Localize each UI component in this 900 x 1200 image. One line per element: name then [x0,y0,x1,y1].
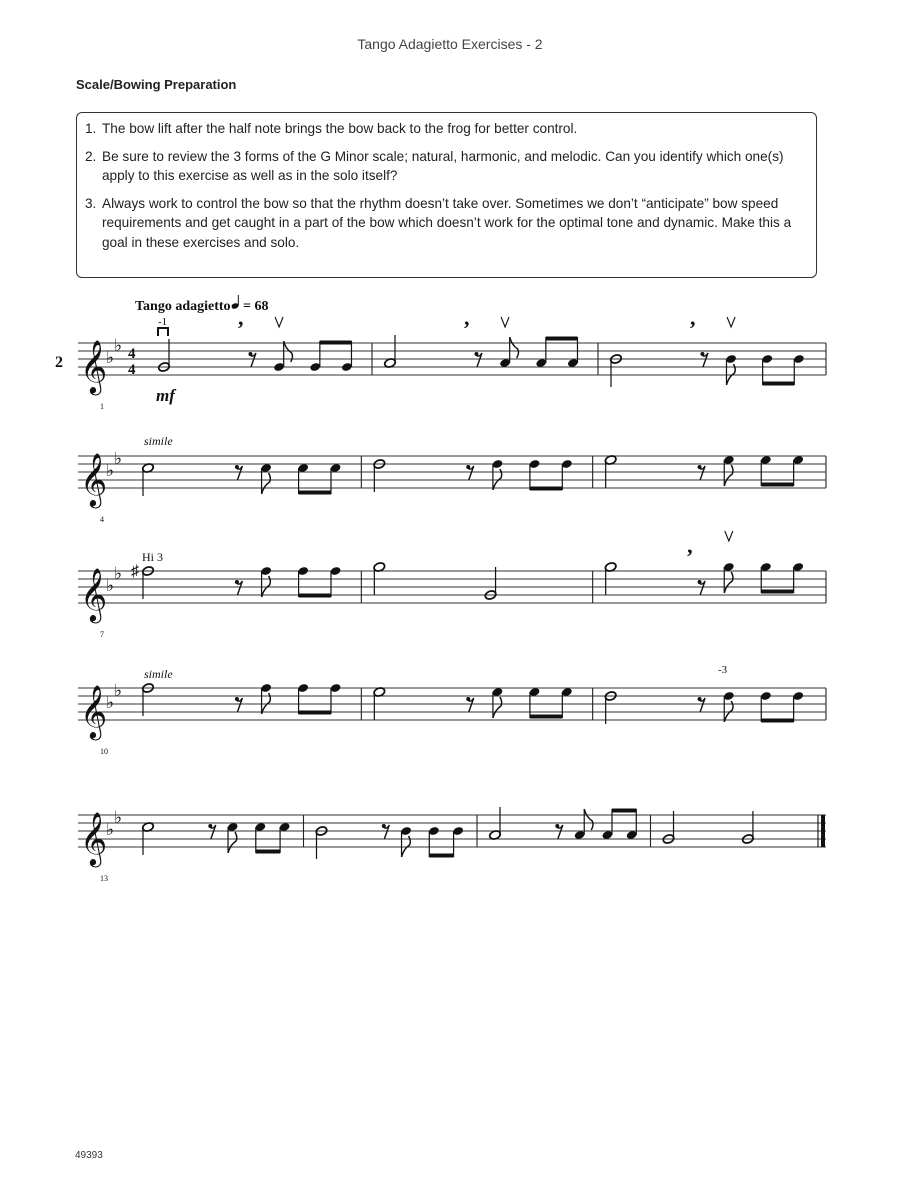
flat-accidental: ♭ [114,808,123,827]
eighth-rest-dot [474,352,478,356]
eighth-flag [262,473,271,494]
eighth-rest-dot [248,352,252,356]
eighth-flag [228,832,237,853]
simile-marking: simile [144,434,173,448]
eighth-flag [724,572,733,593]
dynamic-marking: mf [156,386,175,405]
breath-mark: , [237,305,244,330]
measure-number: 13 [100,874,108,883]
eighth-flag [493,697,502,718]
treble-clef-icon: 𝄞 [80,454,108,505]
measure-number: 7 [100,630,104,639]
down-bow-mark [158,328,168,336]
up-bow-mark [725,531,733,541]
breath-mark: , [689,305,696,330]
instruction-item [85,147,806,186]
instruction-text: Be sure to review the 3 forms of the G Minor scale; natural, harmonic, and melodic. Can you identify which one(s) apply to this exercise as well as in the solo itself? [102,148,784,183]
eighth-rest-dot [698,697,702,701]
treble-clef-icon: 𝄞 [80,813,108,864]
eighth-rest-dot [698,465,702,469]
measure-number: 1 [100,402,104,411]
sharp-accidental: ♯ [131,563,139,580]
treble-clef-icon: 𝄞 [80,686,108,737]
flat-accidental: ♭ [106,576,115,595]
eighth-flag [724,465,733,486]
instruction-item [85,194,806,253]
eighth-flag [510,337,519,358]
flat-accidental: ♭ [114,564,123,583]
breath-mark: , [463,305,470,330]
eighth-rest-dot [555,824,559,828]
eighth-flag [584,809,593,830]
fingering-marking: -1 [158,316,168,328]
eighth-rest-dot [700,352,704,356]
staff-system [78,571,826,603]
sheet-music [0,290,900,890]
eighth-rest-dot [382,824,386,828]
publication-code: 49393 [75,1150,103,1161]
fingering-marking: -3 [718,664,728,676]
instruction-item [85,119,806,139]
eighth-rest-dot [235,697,239,701]
exercise-number: 2 [55,354,63,371]
instruction-number: 1. [85,121,97,136]
up-bow-mark [275,317,283,327]
flat-accidental: ♭ [114,681,123,700]
up-bow-mark [727,317,735,327]
eighth-rest-dot [235,580,239,584]
measure-number: 4 [100,515,104,524]
treble-clef-icon: 𝄞 [80,569,108,620]
page-header: Tango Adagietto Exercises - 2 [357,36,543,52]
flat-accidental: ♭ [106,693,115,712]
flat-accidental: ♭ [114,336,123,355]
eighth-rest-dot [235,465,239,469]
staff-system [78,456,826,488]
staff-system [78,688,826,720]
treble-clef-icon: 𝄞 [80,341,108,392]
flat-accidental: ♭ [106,348,115,367]
music-score [0,290,900,895]
time-signature-bottom: 4 [128,362,136,378]
tempo-value: = 68 [243,299,269,314]
instruction-text: The bow lift after the half note brings the bow back to the frog for better control. [102,121,578,136]
section-title: Scale/Bowing Preparation [76,77,237,92]
tempo-text: Tango adagietto [135,299,231,314]
fingering-marking: Hi 3 [142,550,163,564]
breath-mark: , [687,533,693,558]
instructions-box [76,112,817,278]
staff-system [78,815,826,847]
simile-marking: simile [144,667,173,681]
eighth-rest-dot [466,465,470,469]
eighth-rest-dot [208,824,212,828]
up-bow-mark [501,317,509,327]
instruction-text: Always work to control the bow so that the rhythm doesn’t take over. Sometimes we don’t “anticipate” bow speed requirements and get caught in a part of the bow which doesn’t work for the optimal tone and dynamic. Make this a goal in these exercises and solo. [102,195,792,250]
eighth-rest-dot [466,697,470,701]
flat-accidental: ♭ [106,461,115,480]
measure-number: 10 [100,747,108,756]
time-signature-top: 4 [128,346,136,362]
instruction-number: 2. [85,148,97,164]
eighth-rest-dot [698,580,702,584]
flat-accidental: ♭ [106,820,115,839]
flat-accidental: ♭ [114,449,123,468]
instruction-number: 3. [85,195,97,211]
staff-system [78,343,826,375]
